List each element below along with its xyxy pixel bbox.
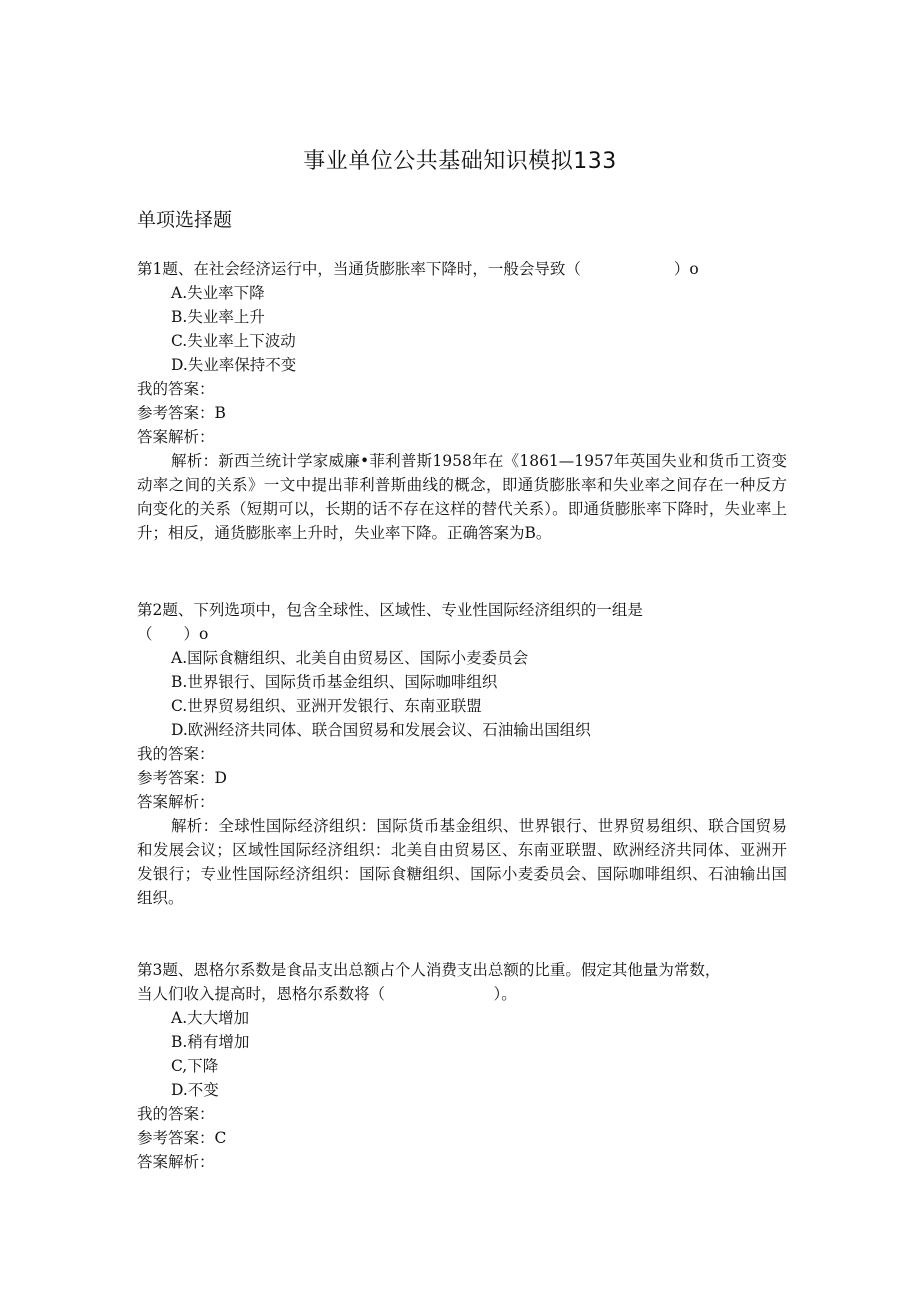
analysis-label: 答案解析： [137,1153,215,1171]
document-title: 事业单位公共基础知识模拟133 [303,149,617,174]
option-c: C,下降 [171,1057,219,1075]
analysis-label: 答案解析： [137,428,215,446]
my-answer-label: 我的答案： [137,1105,215,1123]
option-a: A.大大增加 [171,1009,250,1027]
analysis-text: 解析：新西兰统计学家威廉•菲利普斯1958年在《1861—1957年英国失业和货币工资变动率之间的关系》一文中提出菲利普斯曲线的概念，即通货膨胀率和失业率之间存在一种反方向变化的关系（短期可以，长期的话不存在这样的替代关系）。即通货膨胀率下降时，失业率上升；相反，通货膨胀率上升时，失业率下降。正确答案为B。 [137,452,787,542]
question-stem: 第1题、在社会经济运行中，当通货膨胀率下降时，一般会导致（ ）o [137,260,699,278]
option-d: D.不变 [171,1081,219,1099]
question-stem-continuation: （ ）o [137,625,209,643]
option-d: D.失业率保持不变 [171,356,297,374]
question-stem: 第3题、恩格尔系数是食品支出总额占个人消费支出总额的比重。假定其他量为常数， [137,961,721,979]
question-2 [137,598,787,910]
section-heading: 单项选择题 [137,209,233,231]
my-answer-label: 我的答案： [137,380,215,398]
question-stem: 第2题、下列选项中，包含全球性、区域性、专业性国际经济组织的一组是 [137,601,643,619]
option-a: A.国际食糖组织、北美自由贸易区、国际小麦委员会 [171,649,529,667]
analysis-text: 解析：全球性国际经济组织：国际货币基金组织、世界银行、世界贸易组织、联合国贸易和发展会议；区域性国际经济组织：北美自由贸易区、东南亚联盟、欧洲经济共同体、亚洲开发银行；专业性国际经济组织：国际食糖组织、国际小麦委员会、国际咖啡组织、石油输出国组织。 [137,817,787,907]
reference-answer: 参考答案：D [137,769,227,787]
option-b: B.世界银行、国际货币基金组织、国际咖啡组织 [171,673,498,691]
option-c: C.世界贸易组织、亚洲开发银行、东南亚联盟 [171,697,482,715]
option-c: C.失业率上下波动 [171,332,296,350]
option-b: B.稍有增加 [171,1033,250,1051]
my-answer-label: 我的答案： [137,745,215,763]
reference-answer: 参考答案：C [137,1129,227,1147]
option-list [137,1006,787,1102]
option-a: A.失业率下降 [171,284,265,302]
question-1 [137,257,787,545]
analysis-label: 答案解析： [137,793,215,811]
option-d: D.欧洲经济共同体、联合国贸易和发展会议、石油输出国组织 [171,721,591,739]
question-3 [137,958,787,1174]
option-list [137,281,787,377]
question-stem-continuation: 当人们收入提高时，恩格尔系数将（ ）。 [137,985,517,1003]
option-b: B.失业率上升 [171,308,265,326]
option-list [137,646,787,742]
reference-answer: 参考答案：B [137,404,226,422]
